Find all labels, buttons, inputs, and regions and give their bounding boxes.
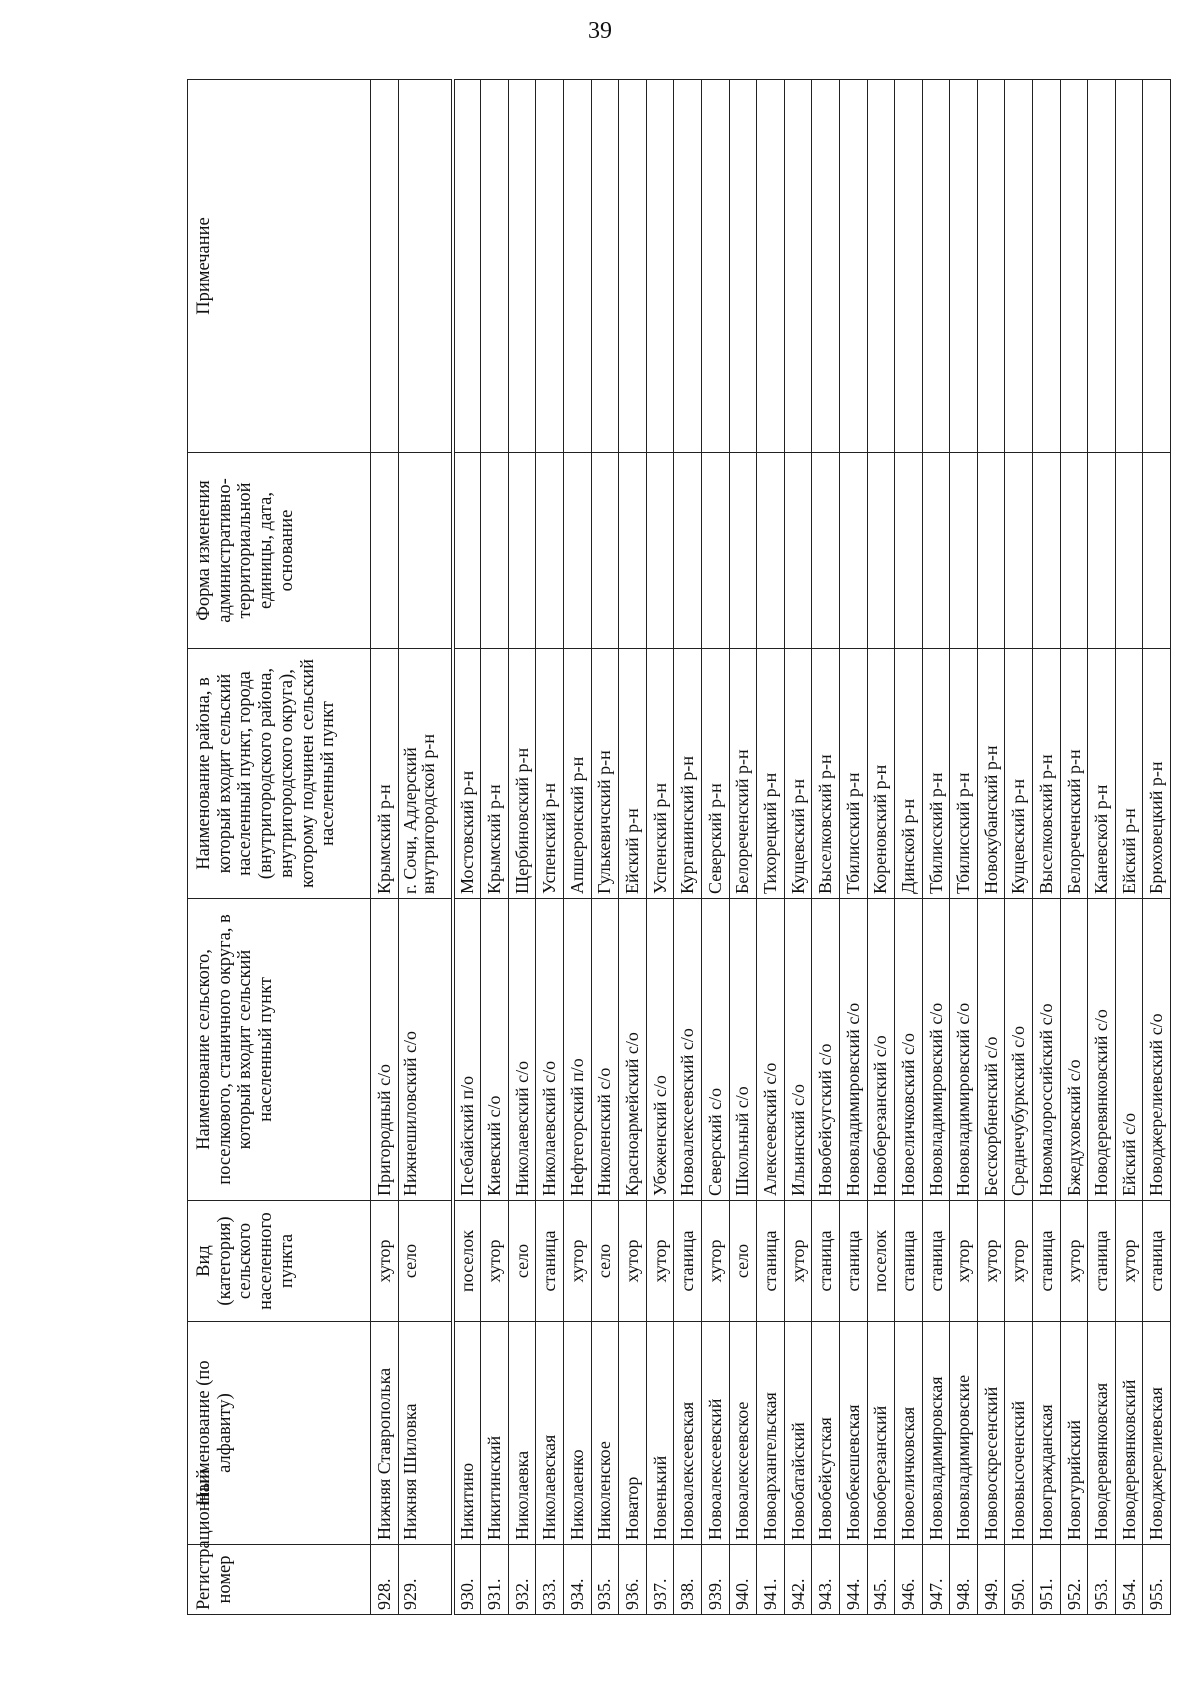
cell-note (950, 80, 978, 453)
cell-rayon: Крымский р-н (481, 649, 509, 899)
cell-okrug: Убеженский с/о (646, 899, 674, 1201)
cell-change-form (371, 453, 399, 649)
cell-okrug: Новоеличковский с/о (895, 899, 923, 1201)
header-rayon: Наименование района, в который входит сельский населенный пункт, города (внутригородского района, внутригородского округа), которому подчинен сельский населенный пункт (188, 649, 371, 899)
cell-name: Николаенко (563, 1322, 591, 1545)
cell-rayon: Новокубанский р-н (977, 649, 1005, 899)
cell-name: Нововысоченский (1005, 1322, 1033, 1545)
header-category: Вид (категория) сельского населенного пункта (188, 1201, 371, 1322)
cell-category: хутор (1005, 1201, 1033, 1322)
cell-rayon: Гулькевичский р-н (591, 649, 619, 899)
cell-category: село (508, 1201, 536, 1322)
cell-change-form (977, 453, 1005, 649)
cell-name: Николенское (591, 1322, 619, 1545)
cell-okrug: Нововладимировский с/о (950, 899, 978, 1201)
cell-name: Новоалексеевский (701, 1322, 729, 1545)
cell-registration-number: 955. (1143, 1545, 1171, 1615)
cell-name: Новодеревянковский (1115, 1322, 1143, 1545)
cell-rayon: Динской р-н (895, 649, 923, 899)
cell-rayon: Тбилисский р-н (922, 649, 950, 899)
cell-name: Николаевская (536, 1322, 564, 1545)
cell-change-form (757, 453, 785, 649)
cell-name: Новобекешевская (839, 1322, 867, 1545)
cell-change-form (1033, 453, 1061, 649)
cell-okrug: Нововладимировский с/о (839, 899, 867, 1201)
cell-note (812, 80, 840, 453)
cell-okrug: Алексеевский с/о (757, 899, 785, 1201)
cell-note (536, 80, 564, 453)
cell-category: село (591, 1201, 619, 1322)
cell-rayon: г. Сочи, Адлерский внутригородской р-н (398, 649, 453, 899)
cell-category: хутор (701, 1201, 729, 1322)
cell-okrug: Николаевский с/о (536, 899, 564, 1201)
cell-change-form (1060, 453, 1088, 649)
cell-category: станица (1088, 1201, 1116, 1322)
cell-note (508, 80, 536, 453)
cell-okrug: Нововладимировский с/о (922, 899, 950, 1201)
table-row (591, 80, 619, 1615)
cell-name: Никитино (453, 1322, 481, 1545)
table-row (895, 80, 923, 1615)
cell-name: Новогурийский (1060, 1322, 1088, 1545)
cell-rayon: Северский р-н (701, 649, 729, 899)
cell-registration-number: 945. (867, 1545, 895, 1615)
cell-category: станица (674, 1201, 702, 1322)
cell-change-form (1005, 453, 1033, 649)
page-number: 39 (588, 18, 612, 44)
cell-registration-number: 939. (701, 1545, 729, 1615)
cell-note (453, 80, 481, 453)
table-row (922, 80, 950, 1615)
cell-note (757, 80, 785, 453)
table-row (784, 80, 812, 1615)
table-row (1060, 80, 1088, 1615)
header-change-form: Форма изменения административно-территориальной единицы, дата, основание (188, 453, 371, 649)
cell-registration-number: 936. (619, 1545, 647, 1615)
cell-registration-number: 941. (757, 1545, 785, 1615)
cell-note (729, 80, 757, 453)
cell-change-form (453, 453, 481, 649)
cell-name: Новатор (619, 1322, 647, 1545)
cell-category: станица (812, 1201, 840, 1322)
cell-okrug: Бжедуховский с/о (1060, 899, 1088, 1201)
cell-registration-number: 928. (371, 1545, 399, 1615)
cell-name: Новоархангельская (757, 1322, 785, 1545)
cell-registration-number: 932. (508, 1545, 536, 1615)
table-row (453, 80, 481, 1615)
cell-okrug: Новодеревянковский с/о (1088, 899, 1116, 1201)
cell-rayon: Ейский р-н (619, 649, 647, 899)
table-row (398, 80, 453, 1615)
cell-change-form (1143, 453, 1171, 649)
cell-name: Новоалексеевское (729, 1322, 757, 1545)
table-row (1088, 80, 1116, 1615)
cell-note (563, 80, 591, 453)
cell-category: станица (536, 1201, 564, 1322)
cell-rayon: Ейский р-н (1115, 649, 1143, 899)
cell-registration-number: 933. (536, 1545, 564, 1615)
table-row (977, 80, 1005, 1615)
cell-category: станица (839, 1201, 867, 1322)
cell-okrug: Школьный с/о (729, 899, 757, 1201)
table-row (950, 80, 978, 1615)
cell-okrug: Ейский с/о (1115, 899, 1143, 1201)
cell-note (1115, 80, 1143, 453)
cell-category: хутор (481, 1201, 509, 1322)
table-row (536, 80, 564, 1615)
table-row (619, 80, 647, 1615)
cell-name: Новобатайский (784, 1322, 812, 1545)
cell-name: Новоджерелиевская (1143, 1322, 1171, 1545)
cell-registration-number: 948. (950, 1545, 978, 1615)
cell-change-form (1115, 453, 1143, 649)
cell-note (784, 80, 812, 453)
cell-registration-number: 954. (1115, 1545, 1143, 1615)
table-row (701, 80, 729, 1615)
cell-registration-number: 953. (1088, 1545, 1116, 1615)
table-row (646, 80, 674, 1615)
cell-change-form (812, 453, 840, 649)
cell-okrug: Красноармейский с/о (619, 899, 647, 1201)
header-name: Наименование (по алфавиту) (188, 1322, 371, 1545)
cell-change-form (481, 453, 509, 649)
cell-note (591, 80, 619, 453)
cell-okrug: Нефтегорский п/о (563, 899, 591, 1201)
cell-note (1088, 80, 1116, 453)
cell-okrug: Новоберезанский с/о (867, 899, 895, 1201)
cell-note (481, 80, 509, 453)
cell-okrug: Новоджерелиевский с/о (1143, 899, 1171, 1201)
table-row (1033, 80, 1061, 1615)
cell-okrug: Северский с/о (701, 899, 729, 1201)
cell-okrug: Николаевский с/о (508, 899, 536, 1201)
cell-okrug: Новоалексеевский с/о (674, 899, 702, 1201)
cell-name: Новобейсугская (812, 1322, 840, 1545)
cell-change-form (591, 453, 619, 649)
cell-note (701, 80, 729, 453)
cell-okrug: Среднечубуркский с/о (1005, 899, 1033, 1201)
settlements-table (187, 79, 1171, 1615)
cell-name: Новоалексеевская (674, 1322, 702, 1545)
cell-change-form (784, 453, 812, 649)
cell-registration-number: 930. (453, 1545, 481, 1615)
cell-change-form (867, 453, 895, 649)
cell-name: Новоеличковская (895, 1322, 923, 1545)
table-row (1143, 80, 1171, 1615)
cell-rayon: Щербиновский р-н (508, 649, 536, 899)
cell-registration-number: 938. (674, 1545, 702, 1615)
table-row (812, 80, 840, 1615)
cell-note (619, 80, 647, 453)
cell-change-form (619, 453, 647, 649)
cell-registration-number: 951. (1033, 1545, 1061, 1615)
cell-category: хутор (563, 1201, 591, 1322)
cell-change-form (398, 453, 453, 649)
cell-registration-number: 942. (784, 1545, 812, 1615)
cell-change-form (536, 453, 564, 649)
cell-rayon: Кореновский р-н (867, 649, 895, 899)
table-row (1005, 80, 1033, 1615)
cell-name: Нововладимировская (922, 1322, 950, 1545)
cell-change-form (729, 453, 757, 649)
cell-change-form (674, 453, 702, 649)
cell-category: хутор (646, 1201, 674, 1322)
table-row (757, 80, 785, 1615)
cell-category: хутор (1115, 1201, 1143, 1322)
cell-registration-number: 950. (1005, 1545, 1033, 1615)
table-row (1115, 80, 1143, 1615)
cell-change-form (646, 453, 674, 649)
cell-rayon: Выселковский р-н (812, 649, 840, 899)
header-okrug: Наименование сельского, поселкового, станичного округа, в который входит сельский населенный пункт (188, 899, 371, 1201)
cell-okrug: Киевский с/о (481, 899, 509, 1201)
cell-rayon: Успенский р-н (646, 649, 674, 899)
cell-okrug: Бесскорбненский с/о (977, 899, 1005, 1201)
cell-note (1060, 80, 1088, 453)
cell-name: Никитинский (481, 1322, 509, 1545)
cell-change-form (701, 453, 729, 649)
cell-registration-number: 949. (977, 1545, 1005, 1615)
table-row (674, 80, 702, 1615)
table-row (508, 80, 536, 1615)
cell-name: Новоберезанский (867, 1322, 895, 1545)
cell-name: Новогражданская (1033, 1322, 1061, 1545)
cell-note (922, 80, 950, 453)
cell-registration-number: 934. (563, 1545, 591, 1615)
cell-name: Нововладимировские (950, 1322, 978, 1545)
cell-note (1143, 80, 1171, 453)
cell-note (398, 80, 453, 453)
cell-rayon: Кущевский р-н (784, 649, 812, 899)
cell-registration-number: 935. (591, 1545, 619, 1615)
cell-note (867, 80, 895, 453)
cell-okrug: Новомалороссийский с/о (1033, 899, 1061, 1201)
cell-okrug: Пригородный с/о (371, 899, 399, 1201)
cell-category: хутор (619, 1201, 647, 1322)
cell-rayon: Курганинский р-н (674, 649, 702, 899)
header-registration-number: Регистрационный номер (188, 1545, 371, 1615)
cell-note (839, 80, 867, 453)
cell-category: станица (1143, 1201, 1171, 1322)
cell-name: Нововоскресенский (977, 1322, 1005, 1545)
cell-note (895, 80, 923, 453)
cell-change-form (563, 453, 591, 649)
table-row (563, 80, 591, 1615)
table-row (481, 80, 509, 1615)
cell-rayon: Успенский р-н (536, 649, 564, 899)
cell-change-form (1088, 453, 1116, 649)
cell-category: село (398, 1201, 453, 1322)
cell-note (371, 80, 399, 453)
cell-name: Нижняя Шиловка (398, 1322, 453, 1545)
cell-category: хутор (784, 1201, 812, 1322)
cell-okrug: Псебайский п/о (453, 899, 481, 1201)
cell-registration-number: 944. (839, 1545, 867, 1615)
cell-note (1005, 80, 1033, 453)
cell-note (977, 80, 1005, 453)
cell-change-form (508, 453, 536, 649)
cell-rayon: Выселковский р-н (1033, 649, 1061, 899)
cell-registration-number: 931. (481, 1545, 509, 1615)
cell-note (646, 80, 674, 453)
table-body (371, 80, 1171, 1615)
cell-category: село (729, 1201, 757, 1322)
table-row (839, 80, 867, 1615)
cell-registration-number: 947. (922, 1545, 950, 1615)
cell-okrug: Нижнешиловский с/о (398, 899, 453, 1201)
cell-registration-number: 946. (895, 1545, 923, 1615)
cell-name: Николаевка (508, 1322, 536, 1545)
cell-name: Новенький (646, 1322, 674, 1545)
cell-rayon: Крымский р-н (371, 649, 399, 899)
cell-registration-number: 940. (729, 1545, 757, 1615)
cell-change-form (839, 453, 867, 649)
cell-category: поселок (867, 1201, 895, 1322)
cell-rayon: Кущевский р-н (1005, 649, 1033, 899)
cell-registration-number: 952. (1060, 1545, 1088, 1615)
cell-category: хутор (977, 1201, 1005, 1322)
cell-okrug: Ильинский с/о (784, 899, 812, 1201)
cell-rayon: Белореченский р-н (1060, 649, 1088, 899)
table-row (371, 80, 399, 1615)
cell-category: станица (922, 1201, 950, 1322)
cell-rayon: Тбилисский р-н (950, 649, 978, 899)
cell-registration-number: 943. (812, 1545, 840, 1615)
cell-category: поселок (453, 1201, 481, 1322)
cell-rayon: Мостовский р-н (453, 649, 481, 899)
cell-note (1033, 80, 1061, 453)
cell-registration-number: 929. (398, 1545, 453, 1615)
cell-name: Новодеревянковская (1088, 1322, 1116, 1545)
table-row (867, 80, 895, 1615)
cell-registration-number: 937. (646, 1545, 674, 1615)
rotated-table-container (187, 80, 1167, 1615)
cell-change-form (950, 453, 978, 649)
cell-category: станица (1033, 1201, 1061, 1322)
cell-okrug: Новобейсугский с/о (812, 899, 840, 1201)
cell-name: Нижняя Ставрополька (371, 1322, 399, 1545)
cell-rayon: Белореченский р-н (729, 649, 757, 899)
header-note: Примечание (188, 80, 371, 453)
cell-category: хутор (1060, 1201, 1088, 1322)
cell-rayon: Брюховецкий р-н (1143, 649, 1171, 899)
cell-rayon: Тихорецкий р-н (757, 649, 785, 899)
cell-rayon: Каневской р-н (1088, 649, 1116, 899)
cell-okrug: Николенский с/о (591, 899, 619, 1201)
cell-rayon: Тбилисский р-н (839, 649, 867, 899)
table-header-row (188, 80, 371, 1615)
cell-change-form (895, 453, 923, 649)
table-row (729, 80, 757, 1615)
cell-category: хутор (950, 1201, 978, 1322)
cell-category: станица (757, 1201, 785, 1322)
cell-change-form (922, 453, 950, 649)
cell-note (674, 80, 702, 453)
cell-category: хутор (371, 1201, 399, 1322)
cell-category: станица (895, 1201, 923, 1322)
cell-rayon: Апшеронский р-н (563, 649, 591, 899)
